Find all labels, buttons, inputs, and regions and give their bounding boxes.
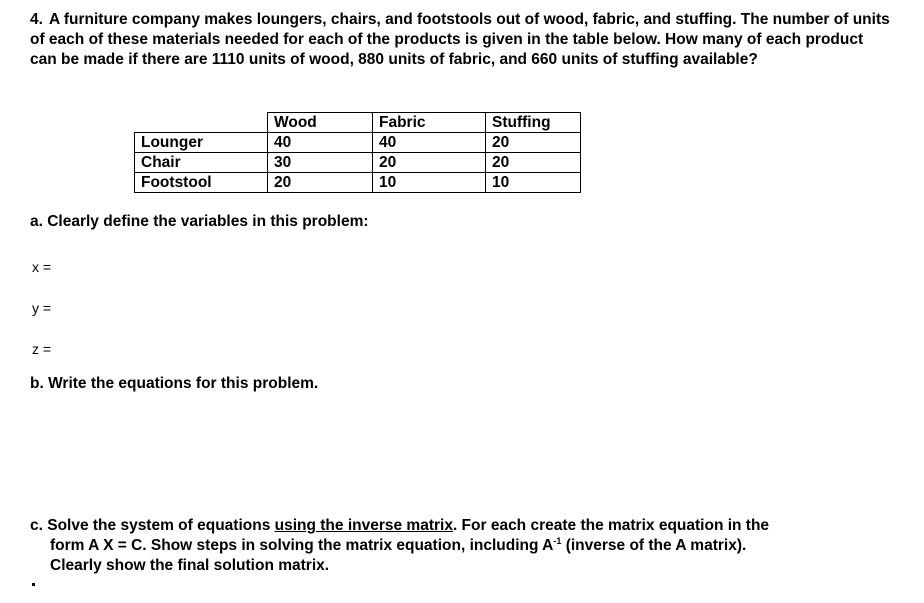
table-header-row — [135, 113, 581, 133]
cell-lounger-fabric: 40 — [373, 133, 486, 153]
cell-lounger-wood: 40 — [268, 133, 373, 153]
problem-text: A furniture company makes loungers, chairs, and footstools out of wood, fabric, and stuffing. The number of units of each of these materials needed for each of the products is given in the table below. How many of each product can be made if there are 1110 units of wood, 880 units of fabric, and 660 units of stuffing available? — [30, 11, 890, 68]
stray-dot — [32, 583, 35, 586]
problem-statement — [30, 10, 890, 70]
cell-footstool-fabric: 10 — [373, 173, 486, 193]
cell-lounger-stuffing: 20 — [486, 133, 581, 153]
part-a-prompt: a. Clearly define the variables in this problem: — [30, 213, 369, 230]
part-b-prompt: b. Write the equations for this problem. — [30, 375, 319, 392]
problem-number: 4. — [30, 11, 43, 28]
cell-footstool-wood: 20 — [268, 173, 373, 193]
table-row — [135, 153, 581, 173]
header-fabric: Fabric — [373, 113, 486, 133]
row-name-chair: Chair — [135, 153, 268, 173]
part-c-line2-b: (inverse of the A matrix). — [561, 537, 747, 554]
cell-footstool-stuffing: 10 — [486, 173, 581, 193]
table-row — [135, 133, 581, 153]
variable-y-label: y = — [32, 300, 52, 316]
materials-table — [134, 112, 581, 193]
variable-z-label: z = — [32, 341, 52, 357]
part-c-underlined: using the inverse matrix — [274, 517, 453, 534]
header-wood: Wood — [268, 113, 373, 133]
variable-x-label: x = — [32, 259, 52, 275]
cell-chair-wood: 30 — [268, 153, 373, 173]
table-row — [135, 173, 581, 193]
header-stuffing: Stuffing — [486, 113, 581, 133]
part-c-line3: Clearly show the final solution matrix. — [50, 557, 330, 574]
table-corner-cell — [135, 113, 268, 133]
part-c-prompt — [30, 516, 900, 576]
cell-chair-stuffing: 20 — [486, 153, 581, 173]
part-c-line2-a: form A X = C. Show steps in solving the matrix equation, including A — [50, 537, 554, 554]
part-c-after-underline: . For each create the matrix equation in the — [452, 517, 770, 534]
cell-chair-fabric: 20 — [373, 153, 486, 173]
row-name-footstool: Footstool — [135, 173, 268, 193]
part-c-line2 — [30, 536, 900, 556]
row-name-lounger: Lounger — [135, 133, 268, 153]
part-c-lead: c. Solve the system of equations — [30, 517, 275, 534]
inverse-superscript: -1 — [553, 535, 562, 546]
